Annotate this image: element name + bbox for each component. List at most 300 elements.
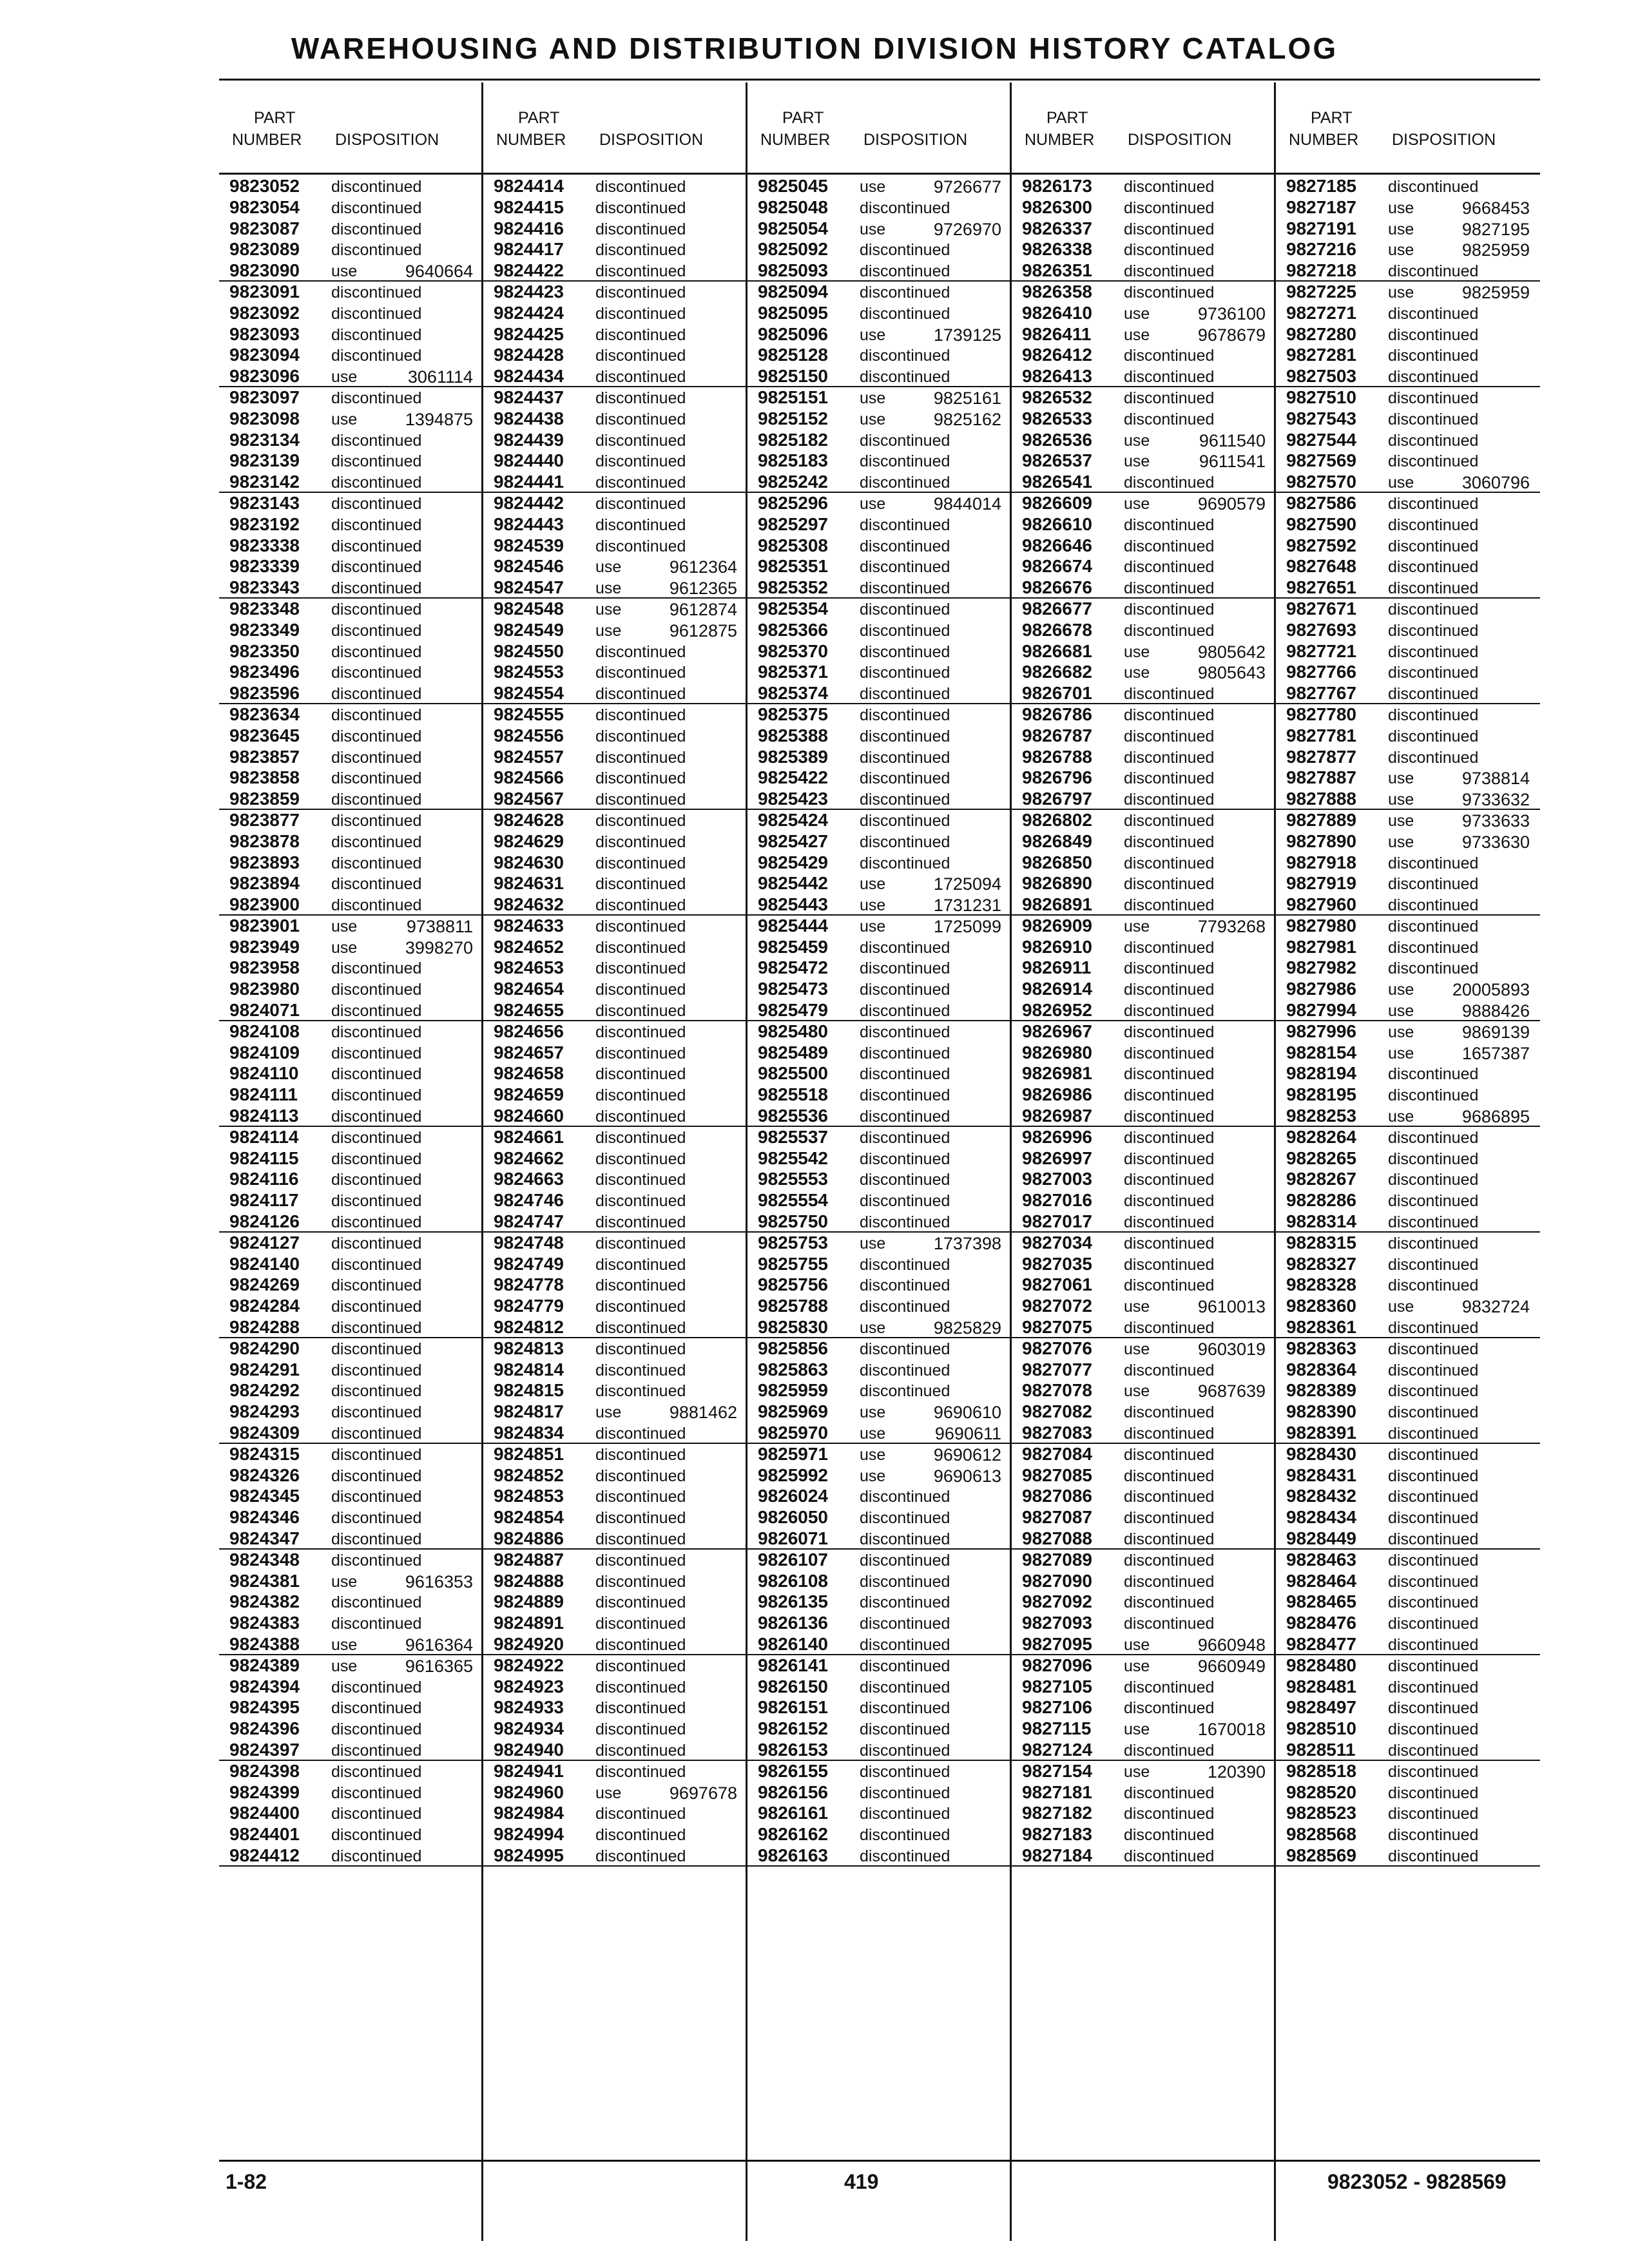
part-number: 9825048 xyxy=(758,197,829,217)
table-row xyxy=(747,260,1010,282)
table-row xyxy=(747,1190,1010,1211)
disposition xyxy=(595,1423,737,1445)
disposition-text: discontinued xyxy=(331,1615,422,1633)
disposition-text: discontinued xyxy=(1388,642,1479,661)
table-row xyxy=(1012,1740,1274,1761)
disposition-text: discontinued xyxy=(331,283,422,302)
disposition xyxy=(860,1423,1001,1445)
table-row xyxy=(747,641,1010,662)
table-row xyxy=(219,1761,481,1782)
part-number: 9825296 xyxy=(758,492,829,513)
disposition xyxy=(331,1106,473,1128)
table-row xyxy=(1012,1423,1274,1444)
disposition xyxy=(1388,303,1530,325)
part-number: 9824556 xyxy=(494,725,564,745)
part-number: 9827890 xyxy=(1286,831,1357,851)
disposition-text: discontinued xyxy=(1388,1551,1479,1570)
disposition xyxy=(860,1846,1001,1867)
header-part: PART xyxy=(1046,109,1088,127)
disposition xyxy=(860,472,1001,494)
part-number: 9825422 xyxy=(758,767,829,788)
disposition xyxy=(860,1783,1001,1804)
part-number: 9823091 xyxy=(229,281,300,302)
disposition-text: discontinued xyxy=(595,474,686,492)
disposition xyxy=(860,1254,1001,1276)
table-row xyxy=(219,916,481,937)
column-header xyxy=(219,82,481,173)
page-number: 419 xyxy=(844,2170,879,2193)
table-row xyxy=(747,1655,1010,1677)
disposition-text: discontinued xyxy=(595,1128,686,1147)
disposition xyxy=(1388,895,1530,916)
disposition-text: discontinued xyxy=(1124,1086,1215,1105)
disposition-text: discontinued xyxy=(595,1466,686,1485)
table-row xyxy=(1012,1655,1274,1677)
disposition xyxy=(331,282,473,303)
disposition-text: discontinued xyxy=(1388,537,1479,555)
disposition xyxy=(1388,620,1530,642)
replacement-part: 9687639 xyxy=(1197,1381,1266,1401)
disposition-text: discontinued xyxy=(1124,558,1215,577)
disposition-text: discontinued xyxy=(1124,1593,1215,1612)
disposition xyxy=(331,325,473,346)
part-number: 9827191 xyxy=(1286,218,1357,238)
disposition xyxy=(331,1762,473,1783)
disposition xyxy=(595,1656,737,1677)
table-row xyxy=(483,767,746,789)
disposition xyxy=(860,219,1001,240)
disposition xyxy=(331,1191,473,1212)
table-row xyxy=(219,1000,481,1021)
part-number: 9824115 xyxy=(229,1148,299,1168)
replacement-part: 9733633 xyxy=(1461,811,1530,831)
part-number: 9823139 xyxy=(229,450,300,471)
disposition-text: use xyxy=(1388,1023,1414,1041)
disposition-text: discontinued xyxy=(860,664,950,682)
disposition xyxy=(595,578,737,599)
disposition-text: discontinued xyxy=(595,1002,686,1021)
part-number: 9826050 xyxy=(758,1507,829,1528)
part-number: 9827986 xyxy=(1286,979,1357,999)
part-number: 9827076 xyxy=(1022,1338,1093,1358)
disposition xyxy=(1388,1740,1530,1762)
disposition-text: discontinued xyxy=(331,1319,422,1338)
table-row xyxy=(483,662,746,683)
part-number: 9828360 xyxy=(1286,1296,1357,1316)
disposition xyxy=(1124,1064,1266,1085)
table-row xyxy=(219,747,481,768)
table-row xyxy=(483,430,746,451)
disposition-text: discontinued xyxy=(1124,1044,1215,1062)
part-number: 9828194 xyxy=(1286,1063,1357,1084)
disposition-text: discontinued xyxy=(331,1466,422,1485)
disposition-text: discontinued xyxy=(860,854,950,872)
part-number: 9826797 xyxy=(1022,789,1093,809)
disposition xyxy=(1388,1381,1530,1402)
disposition-text: discontinued xyxy=(860,1044,950,1062)
disposition xyxy=(860,1360,1001,1381)
part-number: 9825351 xyxy=(758,556,829,577)
disposition xyxy=(595,1169,737,1191)
table-row xyxy=(483,1084,746,1106)
table-row xyxy=(1276,1043,1540,1064)
table-row xyxy=(219,1063,481,1084)
table-row xyxy=(483,789,746,810)
table-row xyxy=(1012,1106,1274,1127)
part-number: 9824395 xyxy=(229,1697,300,1718)
disposition-text: discontinued xyxy=(595,241,686,260)
part-number: 9828520 xyxy=(1286,1782,1357,1802)
disposition xyxy=(1124,557,1266,578)
part-number: 9824658 xyxy=(494,1063,564,1084)
disposition-text: discontinued xyxy=(1124,1572,1215,1591)
table-row xyxy=(483,1528,746,1550)
disposition-text: discontinued xyxy=(860,600,950,619)
disposition-text: discontinued xyxy=(1388,1635,1479,1654)
disposition xyxy=(331,1001,473,1022)
table-row xyxy=(219,1148,481,1169)
disposition-text: discontinued xyxy=(860,1762,950,1781)
disposition-text: discontinued xyxy=(331,1086,422,1105)
disposition xyxy=(860,958,1001,979)
disposition-text: discontinued xyxy=(1124,1488,1215,1506)
disposition xyxy=(1124,895,1266,916)
disposition xyxy=(595,430,737,452)
disposition-text: use xyxy=(860,220,886,238)
replacement-part: 9827195 xyxy=(1461,219,1530,239)
part-number: 9824546 xyxy=(494,556,564,577)
disposition xyxy=(860,726,1001,747)
disposition xyxy=(860,1445,1001,1466)
table-row xyxy=(483,1063,746,1084)
disposition-text: discontinued xyxy=(860,1340,950,1358)
part-number: 9828432 xyxy=(1286,1486,1357,1506)
disposition-text: discontinued xyxy=(331,1149,422,1168)
disposition-text: discontinued xyxy=(1124,748,1215,767)
table-row xyxy=(483,1507,746,1528)
part-number: 9827187 xyxy=(1286,197,1357,217)
part-number: 9824888 xyxy=(494,1570,564,1591)
table-row xyxy=(1012,1634,1274,1655)
disposition xyxy=(860,1318,1001,1339)
table-row xyxy=(747,1274,1010,1296)
table-row xyxy=(219,789,481,810)
table-row xyxy=(747,1507,1010,1528)
disposition xyxy=(595,409,737,430)
part-number: 9825444 xyxy=(758,915,829,936)
part-number: 9824116 xyxy=(229,1169,299,1189)
disposition-text: discontinued xyxy=(1388,1783,1479,1802)
disposition-text: use xyxy=(860,410,886,428)
part-number: 9824746 xyxy=(494,1190,564,1211)
disposition-text: discontinued xyxy=(860,1783,950,1802)
disposition xyxy=(1124,1719,1266,1740)
replacement-part: 9616364 xyxy=(405,1635,473,1655)
disposition xyxy=(860,705,1001,726)
table-row xyxy=(483,1571,746,1592)
table-row xyxy=(1012,1824,1274,1845)
disposition-text: discontinued xyxy=(860,262,950,281)
disposition-text: use xyxy=(1388,791,1414,809)
disposition xyxy=(860,177,1001,198)
part-number: 9826910 xyxy=(1022,936,1093,957)
disposition-text: discontinued xyxy=(860,1023,950,1041)
table-row xyxy=(219,1613,481,1634)
disposition xyxy=(1124,1128,1266,1149)
part-number: 9828464 xyxy=(1286,1570,1357,1591)
disposition-text: discontinued xyxy=(1124,1530,1215,1548)
disposition xyxy=(1388,282,1530,303)
disposition xyxy=(1388,958,1530,979)
replacement-part: 9690579 xyxy=(1197,494,1266,514)
disposition-text: discontinued xyxy=(1124,1065,1215,1084)
disposition-text: use xyxy=(1124,1720,1150,1739)
table-row xyxy=(747,1740,1010,1761)
table-row xyxy=(1276,662,1540,683)
table-row xyxy=(747,1634,1010,1655)
part-number: 9824854 xyxy=(494,1507,564,1528)
disposition-text: use xyxy=(595,621,622,640)
part-number: 9824415 xyxy=(494,197,564,217)
disposition-text: discontinued xyxy=(860,1488,950,1506)
disposition xyxy=(1388,472,1530,494)
disposition-text: discontinued xyxy=(1124,389,1215,407)
disposition xyxy=(595,979,737,1001)
part-number: 9825151 xyxy=(758,387,829,407)
table-row xyxy=(1276,767,1540,789)
part-number: 9824654 xyxy=(494,979,564,999)
replacement-part: 9738811 xyxy=(406,916,473,936)
table-row xyxy=(483,1148,746,1169)
disposition-text: use xyxy=(331,938,358,957)
table-row xyxy=(1012,599,1274,620)
table-row xyxy=(219,1634,481,1655)
table-row xyxy=(1276,620,1540,641)
part-number: 9826338 xyxy=(1022,239,1093,260)
table-row xyxy=(219,260,481,282)
table-row xyxy=(219,1043,481,1064)
table-row xyxy=(483,282,746,303)
table-row xyxy=(1276,641,1540,662)
part-number: 9824630 xyxy=(494,852,564,872)
table-row xyxy=(1276,831,1540,852)
replacement-part: 1725094 xyxy=(933,874,1001,894)
part-number: 9825150 xyxy=(758,366,829,387)
disposition-text: discontinued xyxy=(1124,1847,1215,1865)
disposition-text: discontinued xyxy=(595,938,686,957)
table-row xyxy=(1012,1465,1274,1486)
disposition xyxy=(1124,515,1266,536)
disposition xyxy=(595,1445,737,1466)
table-row xyxy=(747,1296,1010,1317)
disposition-text: use xyxy=(860,178,886,196)
disposition-text: discontinued xyxy=(1388,1615,1479,1633)
disposition-text: discontinued xyxy=(1124,854,1215,872)
table-row xyxy=(1012,1550,1274,1571)
disposition xyxy=(860,451,1001,472)
part-number: 9827766 xyxy=(1286,662,1357,682)
disposition-text: discontinued xyxy=(331,515,422,534)
part-number: 9827088 xyxy=(1022,1528,1093,1548)
disposition-text: discontinued xyxy=(1388,1319,1479,1338)
disposition xyxy=(860,1719,1001,1740)
disposition-text: discontinued xyxy=(860,1593,950,1612)
disposition-text: discontinued xyxy=(331,579,422,598)
disposition xyxy=(595,1719,737,1740)
table-row xyxy=(219,303,481,324)
table-row xyxy=(1276,1338,1540,1360)
replacement-part: 9697678 xyxy=(669,1783,737,1803)
table-row xyxy=(1276,408,1540,430)
table-row xyxy=(1012,1845,1274,1867)
disposition xyxy=(1124,1191,1266,1212)
part-number: 9828327 xyxy=(1286,1253,1357,1274)
disposition xyxy=(331,1445,473,1466)
disposition xyxy=(331,1254,473,1276)
disposition-text: discontinued xyxy=(595,854,686,872)
table-row xyxy=(1012,1401,1274,1423)
disposition xyxy=(1124,219,1266,240)
disposition-text: use xyxy=(860,1425,886,1443)
part-number: 9824657 xyxy=(494,1042,564,1062)
part-number: 9824553 xyxy=(494,662,564,682)
disposition xyxy=(595,768,737,789)
disposition-text: discontinued xyxy=(595,1593,686,1612)
disposition xyxy=(860,1486,1001,1508)
disposition xyxy=(1124,1402,1266,1423)
disposition-text: discontinued xyxy=(860,1678,950,1696)
disposition-text: discontinued xyxy=(331,1762,422,1781)
table-row xyxy=(1012,1127,1274,1148)
table-row xyxy=(219,218,481,240)
disposition-text: discontinued xyxy=(595,959,686,978)
table-row xyxy=(483,1677,746,1698)
disposition-text: discontinued xyxy=(331,241,422,260)
table-row xyxy=(483,1021,746,1043)
table-row xyxy=(483,1803,746,1824)
table-row xyxy=(219,1127,481,1148)
replacement-part: 9825161 xyxy=(933,388,1001,408)
table-row xyxy=(747,366,1010,387)
table-row xyxy=(219,1528,481,1550)
disposition xyxy=(595,937,737,959)
disposition-text: discontinued xyxy=(595,832,686,851)
table-row xyxy=(483,1465,746,1486)
disposition-text: discontinued xyxy=(860,832,950,851)
disposition xyxy=(331,1698,473,1719)
disposition xyxy=(331,536,473,557)
disposition xyxy=(1124,1803,1266,1825)
part-number: 9824920 xyxy=(494,1633,564,1654)
table-row xyxy=(219,641,481,662)
disposition xyxy=(1124,240,1266,261)
disposition xyxy=(1124,1423,1266,1445)
table-row xyxy=(747,472,1010,493)
part-number: 9828477 xyxy=(1286,1633,1357,1654)
table-row xyxy=(1276,1211,1540,1233)
disposition xyxy=(595,1635,737,1656)
disposition xyxy=(1388,515,1530,536)
part-number: 9825429 xyxy=(758,852,829,872)
table-row xyxy=(747,789,1010,810)
disposition xyxy=(1388,367,1530,388)
part-number: 9823893 xyxy=(229,852,300,872)
disposition-text: use xyxy=(1124,325,1150,344)
table-row xyxy=(1012,1338,1274,1360)
table-row xyxy=(1276,1190,1540,1211)
part-number: 9824412 xyxy=(229,1845,300,1865)
disposition-text: discontinued xyxy=(1124,1466,1215,1485)
disposition xyxy=(595,261,737,282)
table-row xyxy=(747,514,1010,535)
disposition-text: discontinued xyxy=(860,959,950,978)
disposition xyxy=(595,662,737,684)
part-number: 9824633 xyxy=(494,915,564,936)
replacement-part: 9690611 xyxy=(934,1424,1001,1444)
disposition-text: discontinued xyxy=(1124,1213,1215,1232)
disposition-text: discontinued xyxy=(331,347,422,365)
table-row xyxy=(1012,1571,1274,1592)
part-number: 9824292 xyxy=(229,1380,300,1401)
header-disposition: DISPOSITION xyxy=(1392,131,1496,149)
disposition-text: discontinued xyxy=(331,875,422,894)
part-number: 9827003 xyxy=(1022,1169,1093,1189)
disposition xyxy=(860,916,1001,937)
disposition xyxy=(595,1529,737,1550)
disposition xyxy=(1388,726,1530,747)
part-number: 9824315 xyxy=(229,1443,300,1464)
part-number: 9824346 xyxy=(229,1507,300,1528)
disposition xyxy=(595,282,737,303)
table-row xyxy=(747,577,1010,599)
disposition-text: discontinued xyxy=(1388,896,1479,915)
table-row xyxy=(483,852,746,874)
disposition-text: discontinued xyxy=(1388,621,1479,640)
part-number: 9823350 xyxy=(229,640,300,661)
part-number: 9824853 xyxy=(494,1486,564,1506)
table-row xyxy=(483,1211,746,1233)
table-row xyxy=(483,1782,746,1803)
disposition-text: discontinued xyxy=(595,304,686,323)
disposition-text: discontinued xyxy=(331,621,422,640)
table-row xyxy=(483,620,746,641)
disposition-text: discontinued xyxy=(1124,537,1215,555)
part-number: 9826153 xyxy=(758,1739,829,1760)
disposition xyxy=(331,684,473,705)
table-row xyxy=(747,303,1010,324)
part-number: 9827648 xyxy=(1286,556,1357,577)
part-number: 9823348 xyxy=(229,598,300,619)
disposition-text: discontinued xyxy=(1388,875,1479,894)
table-row xyxy=(1276,282,1540,303)
disposition xyxy=(595,1783,737,1804)
column-header xyxy=(1276,82,1540,173)
part-number: 9828476 xyxy=(1286,1613,1357,1633)
table-row xyxy=(219,1274,481,1296)
part-number: 9825352 xyxy=(758,577,829,598)
part-number: 9823900 xyxy=(229,894,300,915)
disposition xyxy=(595,536,737,557)
disposition xyxy=(1388,1677,1530,1698)
disposition xyxy=(331,430,473,452)
part-number: 9823645 xyxy=(229,725,300,745)
disposition xyxy=(595,1043,737,1064)
part-number: 9824439 xyxy=(494,429,564,450)
disposition xyxy=(860,1106,1001,1128)
table-row xyxy=(219,620,481,641)
disposition xyxy=(860,303,1001,325)
disposition xyxy=(1388,1803,1530,1825)
